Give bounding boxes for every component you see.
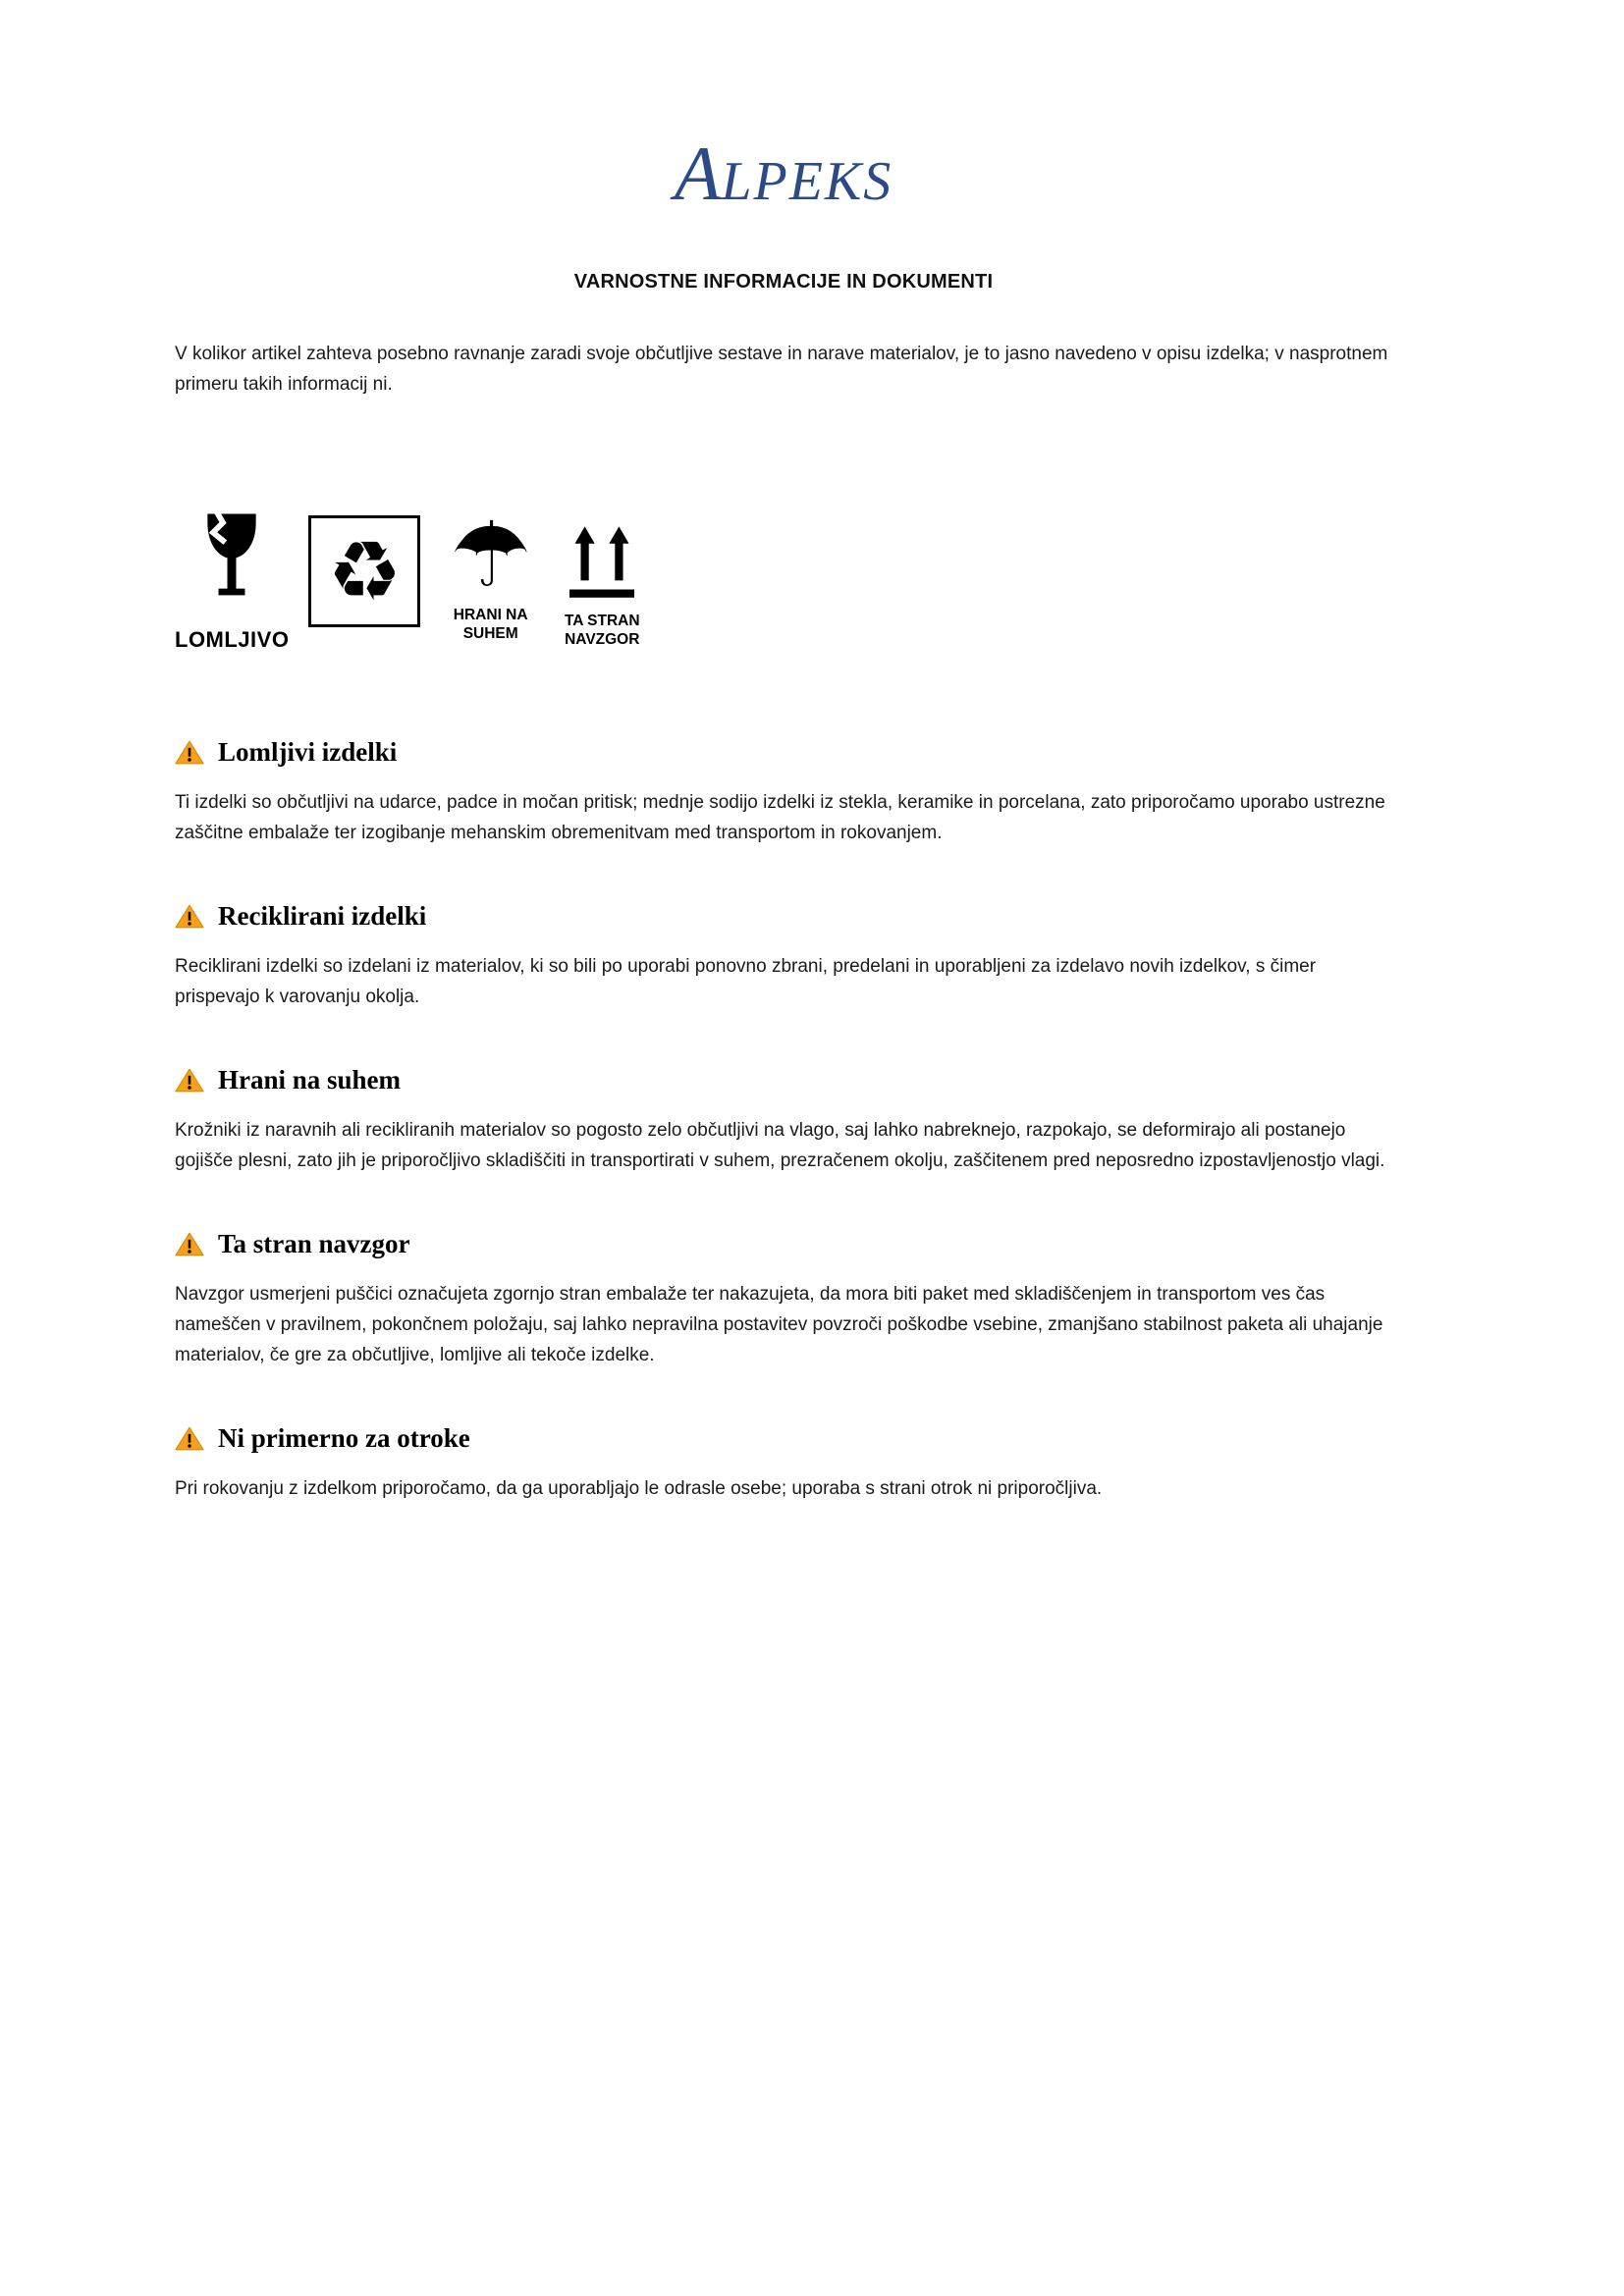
broken-glass-icon	[196, 509, 267, 619]
recycle-symbol-frame	[308, 515, 420, 627]
warning-triangle-icon	[175, 1067, 204, 1094]
section-heading-row	[175, 1229, 1392, 1259]
umbrella-icon: ☂	[450, 506, 531, 606]
logo-first-letter: A	[674, 131, 722, 216]
section-body: Reciklirani izdelki so izdelani iz materialov, ki so bili po uporabi ponovno zbrani, predelani in uporabljeni za izdelavo novih izdelkov, s čimer prispevajo k varovanju okolja.	[175, 956, 1317, 1007]
arrows-up-icon	[569, 521, 634, 604]
section-heading: Ta stran navzgor	[218, 1229, 410, 1258]
section-keep-dry	[175, 1065, 1392, 1176]
section-body: Navzgor usmerjeni puščici označujeta zgornjo stran embalaže ter nakazujeta, da mora biti paket med skladiščenjem in transportom ves čas nameščen v pravilnem, pokončnem položaju, saj lahko nepravilna postavitev povzroči poškodbe vsebine, zmanjšano stabilnost paketa ali uhajanje materialov, če gre za občutljive, lomljive ali tekoče izdelke.	[175, 1284, 1383, 1365]
section-heading-row	[175, 1065, 1392, 1095]
keep-dry-label-line2: SUHEM	[462, 625, 518, 642]
logo-rest-letters: LPEKS	[721, 151, 893, 212]
section-heading-row	[175, 901, 1392, 932]
keep-dry-symbol	[450, 506, 531, 643]
document-title: VARNOSTNE INFORMACIJE IN DOKUMENTI	[573, 271, 994, 293]
warning-triangle-icon	[175, 1425, 204, 1452]
section-heading-row	[175, 737, 1392, 768]
this-way-up-symbol	[565, 521, 640, 649]
packaging-symbols-row	[175, 506, 1392, 653]
recycling-symbol-icon: ♻	[327, 525, 403, 617]
keep-dry-label	[454, 606, 528, 643]
section-heading: Hrani na suhem	[218, 1065, 402, 1095]
recycle-symbol	[308, 515, 420, 627]
section-not-for-children	[175, 1423, 1392, 1504]
section-heading: Reciklirani izdelki	[218, 901, 427, 931]
warning-triangle-icon	[175, 739, 204, 766]
fragile-symbol	[175, 509, 289, 653]
section-heading-row	[175, 1423, 1392, 1454]
warning-triangle-icon	[175, 903, 204, 930]
safety-sections	[175, 737, 1392, 1504]
alpeks-logo	[175, 131, 1392, 216]
this-way-up-label-line1: TA STRAN	[564, 613, 640, 629]
keep-dry-label-line1: HRANI NA	[453, 607, 528, 623]
section-recycled-products	[175, 901, 1392, 1012]
warning-triangle-icon	[175, 1231, 204, 1257]
section-heading: Lomljivi izdelki	[218, 737, 398, 767]
this-way-up-label-line2: NAVZGOR	[565, 631, 640, 648]
section-body: Pri rokovanju z izdelkom priporočamo, da ga uporabljajo le odrasle osebe; uporaba s strani otrok ni priporočljiva.	[175, 1478, 1103, 1499]
section-body: Krožniki iz naravnih ali recikliranih materialov so pogosto zelo občutljivi na vlago, saj lahko nabreknejo, razpokajo, se deformirajo ali postanejo gojišče plesni, zato jih je priporočljivo skladiščiti in transportirati v suhem, prezračenem okolju, zaščitenem pred neposredno izpostavljenostjo vlagi.	[175, 1120, 1385, 1171]
intro-paragraph: V kolikor artikel zahteva posebno ravnanje zaradi svoje občutljive sestave in narave materialov, je to jasno navedeno v opisu izdelka; v nasprotnem primeru takih informacij ni.	[175, 344, 1388, 395]
section-body: Ti izdelki so občutljivi na udarce, padce in močan pritisk; mednje sodijo izdelki iz stekla, keramike in porcelana, zato priporočamo uporabo ustrezne zaščitne embalaže ter izogibanje mehanskim obremenitvam med transportom in rokovanjem.	[175, 792, 1385, 843]
fragile-label: LOMLJIVO	[175, 627, 290, 652]
section-this-way-up	[175, 1229, 1392, 1370]
section-heading: Ni primerno za otroke	[218, 1423, 470, 1453]
section-fragile-products	[175, 737, 1392, 848]
this-way-up-label	[565, 612, 640, 649]
